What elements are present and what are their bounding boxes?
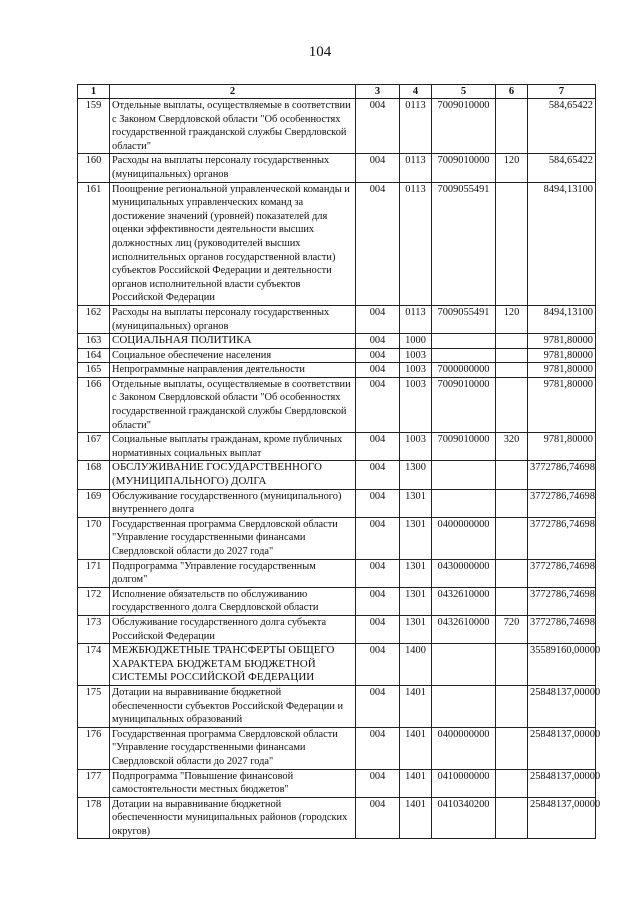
- row-target-code: 0400000000: [432, 727, 496, 769]
- row-expense-type: 120: [496, 305, 528, 333]
- row-expense-type: [496, 377, 528, 432]
- table-row: [78, 559, 596, 587]
- row-number: 175: [78, 685, 110, 727]
- row-number: 160: [78, 154, 110, 182]
- row-amount: 25848137,00000: [528, 727, 596, 769]
- row-target-code: [432, 489, 496, 517]
- row-amount: 25848137,00000: [528, 685, 596, 727]
- row-target-code: 7009010000: [432, 99, 496, 154]
- row-target-code: 7009010000: [432, 433, 496, 461]
- row-amount: 35589160,00000: [528, 644, 596, 686]
- row-ministry-code: 004: [356, 615, 400, 643]
- row-section-code: 1401: [400, 769, 432, 797]
- row-ministry-code: 004: [356, 727, 400, 769]
- row-name: Социальное обеспечение населения: [110, 348, 356, 363]
- row-section-code: 1401: [400, 727, 432, 769]
- row-name: Обслуживание государственного долга субъекта Российской Федерации: [110, 615, 356, 643]
- row-amount: 3772786,74698: [528, 615, 596, 643]
- row-expense-type: [496, 587, 528, 615]
- row-name: МЕЖБЮДЖЕТНЫЕ ТРАНСФЕРТЫ ОБЩЕГО ХАРАКТЕРА БЮДЖЕТАМ БЮДЖЕТНОЙ СИСТЕМЫ РОССИЙСКОЙ ФЕДЕРАЦИИ: [110, 644, 356, 686]
- header-cell: 5: [432, 85, 496, 99]
- row-ministry-code: 004: [356, 433, 400, 461]
- row-name: Отдельные выплаты, осуществляемые в соответствии с Законом Свердловской области "Об особенностях государственной гражданской службы Свердловской области": [110, 377, 356, 432]
- table-row: [78, 727, 596, 769]
- row-ministry-code: 004: [356, 769, 400, 797]
- row-ministry-code: 004: [356, 797, 400, 839]
- row-expense-type: [496, 517, 528, 559]
- row-expense-type: [496, 644, 528, 686]
- row-section-code: 1301: [400, 559, 432, 587]
- row-expense-type: 120: [496, 154, 528, 182]
- row-expense-type: [496, 334, 528, 349]
- header-cell: 7: [528, 85, 596, 99]
- row-number: 172: [78, 587, 110, 615]
- table-row: [78, 182, 596, 305]
- row-section-code: 0113: [400, 154, 432, 182]
- header-cell: 6: [496, 85, 528, 99]
- header-row: [78, 85, 596, 99]
- row-target-code: 7009055491: [432, 305, 496, 333]
- table-row: [78, 363, 596, 378]
- table-row: [78, 644, 596, 686]
- header-cell: 4: [400, 85, 432, 99]
- row-expense-type: [496, 348, 528, 363]
- table-row: [78, 797, 596, 839]
- table-row: [78, 769, 596, 797]
- table-row: [78, 377, 596, 432]
- row-target-code: 0410340200: [432, 797, 496, 839]
- row-section-code: 1003: [400, 348, 432, 363]
- row-ministry-code: 004: [356, 644, 400, 686]
- row-section-code: 1301: [400, 489, 432, 517]
- row-number: 167: [78, 433, 110, 461]
- row-expense-type: [496, 559, 528, 587]
- row-section-code: 1003: [400, 433, 432, 461]
- row-target-code: [432, 685, 496, 727]
- row-expense-type: [496, 797, 528, 839]
- row-number: 168: [78, 461, 110, 489]
- row-target-code: [432, 461, 496, 489]
- table-row: [78, 348, 596, 363]
- row-expense-type: 720: [496, 615, 528, 643]
- row-section-code: 1003: [400, 363, 432, 378]
- row-amount: 3772786,74698: [528, 559, 596, 587]
- row-ministry-code: 004: [356, 559, 400, 587]
- row-number: 178: [78, 797, 110, 839]
- budget-table: [77, 84, 601, 839]
- row-number: 171: [78, 559, 110, 587]
- row-number: 165: [78, 363, 110, 378]
- row-ministry-code: 004: [356, 182, 400, 305]
- table-row: [78, 587, 596, 615]
- row-ministry-code: 004: [356, 363, 400, 378]
- row-ministry-code: 004: [356, 348, 400, 363]
- row-name: Отдельные выплаты, осуществляемые в соответствии с Законом Свердловской области "Об особенностях государственной гражданской службы Свердловской области": [110, 99, 356, 154]
- row-section-code: 1401: [400, 797, 432, 839]
- row-amount: 9781,80000: [528, 348, 596, 363]
- row-name: Непрограммные направления деятельности: [110, 363, 356, 378]
- row-section-code: 0113: [400, 99, 432, 154]
- row-amount: 9781,80000: [528, 433, 596, 461]
- row-section-code: 1401: [400, 685, 432, 727]
- row-amount: 3772786,74698: [528, 517, 596, 559]
- row-number: 176: [78, 727, 110, 769]
- row-expense-type: [496, 727, 528, 769]
- table-row: [78, 334, 596, 349]
- row-amount: 9781,80000: [528, 363, 596, 378]
- row-amount: 3772786,74698: [528, 489, 596, 517]
- row-number: 174: [78, 644, 110, 686]
- row-name: Дотации на выравнивание бюджетной обеспеченности субъектов Российской Федерации и муниципальных образований: [110, 685, 356, 727]
- page-number: 104: [308, 44, 332, 60]
- row-section-code: 1400: [400, 644, 432, 686]
- row-amount: 584,65422: [528, 154, 596, 182]
- row-ministry-code: 004: [356, 377, 400, 432]
- row-amount: 8494,13100: [528, 305, 596, 333]
- row-target-code: 0432610000: [432, 587, 496, 615]
- row-amount: 3772786,74698: [528, 461, 596, 489]
- row-amount: 584,65422: [528, 99, 596, 154]
- row-section-code: 1000: [400, 334, 432, 349]
- row-expense-type: 320: [496, 433, 528, 461]
- row-name: Государственная программа Свердловской области "Управление государственными финансами Свердловской области до 2027 года": [110, 727, 356, 769]
- row-amount: 8494,13100: [528, 182, 596, 305]
- table-row: [78, 685, 596, 727]
- row-name: Подпрограмма "Повышение финансовой самостоятельности местных бюджетов": [110, 769, 356, 797]
- row-number: 166: [78, 377, 110, 432]
- row-number: 177: [78, 769, 110, 797]
- row-name: Исполнение обязательств по обслуживанию государственного долга Свердловской области: [110, 587, 356, 615]
- row-target-code: 7000000000: [432, 363, 496, 378]
- row-name: Расходы на выплаты персоналу государственных (муниципальных) органов: [110, 305, 356, 333]
- row-number: 163: [78, 334, 110, 349]
- row-target-code: 0430000000: [432, 559, 496, 587]
- row-number: 164: [78, 348, 110, 363]
- row-target-code: [432, 644, 496, 686]
- row-section-code: 1300: [400, 461, 432, 489]
- row-expense-type: [496, 769, 528, 797]
- row-number: 159: [78, 99, 110, 154]
- row-target-code: 0432610000: [432, 615, 496, 643]
- row-number: 162: [78, 305, 110, 333]
- row-amount: 9781,80000: [528, 377, 596, 432]
- header-cell: 2: [110, 85, 356, 99]
- row-name: Социальные выплаты гражданам, кроме публичных нормативных социальных выплат: [110, 433, 356, 461]
- row-expense-type: [496, 99, 528, 154]
- row-expense-type: [496, 461, 528, 489]
- row-name: Государственная программа Свердловской области "Управление государственными финансами Свердловской области до 2027 года": [110, 517, 356, 559]
- row-expense-type: [496, 363, 528, 378]
- row-target-code: 0410000000: [432, 769, 496, 797]
- row-name: ОБСЛУЖИВАНИЕ ГОСУДАРСТВЕННОГО (МУНИЦИПАЛЬНОГО) ДОЛГА: [110, 461, 356, 489]
- table-row: [78, 489, 596, 517]
- row-ministry-code: 004: [356, 99, 400, 154]
- row-expense-type: [496, 489, 528, 517]
- row-ministry-code: 004: [356, 461, 400, 489]
- row-amount: 25848137,00000: [528, 769, 596, 797]
- row-amount: 25848137,00000: [528, 797, 596, 839]
- row-name: Подпрограмма "Управление государственным долгом": [110, 559, 356, 587]
- row-expense-type: [496, 182, 528, 305]
- row-ministry-code: 004: [356, 517, 400, 559]
- row-number: 169: [78, 489, 110, 517]
- row-name: Расходы на выплаты персоналу государственных (муниципальных) органов: [110, 154, 356, 182]
- row-amount: 9781,80000: [528, 334, 596, 349]
- header-cell: 1: [78, 85, 110, 99]
- row-name: СОЦИАЛЬНАЯ ПОЛИТИКА: [110, 334, 356, 349]
- header-cell: 3: [356, 85, 400, 99]
- row-target-code: [432, 348, 496, 363]
- row-section-code: 1301: [400, 615, 432, 643]
- table-row: [78, 99, 596, 154]
- table-row: [78, 305, 596, 333]
- table-row: [78, 615, 596, 643]
- table-row: [78, 154, 596, 182]
- row-ministry-code: 004: [356, 154, 400, 182]
- table-row: [78, 433, 596, 461]
- row-name: Поощрение региональной управленческой команды и муниципальных управленческих команд за достижение значений (уровней) показателей для оценки эффективности деятельности высших должностных лиц (руководителей высших исполнительных органов государственной власти) субъектов Российской Федерации и деятельности органов исполнительной власти субъектов Российской Федерации: [110, 182, 356, 305]
- row-target-code: [432, 334, 496, 349]
- row-expense-type: [496, 685, 528, 727]
- row-target-code: 0400000000: [432, 517, 496, 559]
- row-amount: 3772786,74698: [528, 587, 596, 615]
- row-target-code: 7009010000: [432, 377, 496, 432]
- row-section-code: 1003: [400, 377, 432, 432]
- row-ministry-code: 004: [356, 489, 400, 517]
- row-target-code: 7009055491: [432, 182, 496, 305]
- row-target-code: 7009010000: [432, 154, 496, 182]
- row-ministry-code: 004: [356, 587, 400, 615]
- row-section-code: 1301: [400, 587, 432, 615]
- table-row: [78, 517, 596, 559]
- row-number: 173: [78, 615, 110, 643]
- row-number: 170: [78, 517, 110, 559]
- row-number: 161: [78, 182, 110, 305]
- row-section-code: 1301: [400, 517, 432, 559]
- table-row: [78, 461, 596, 489]
- row-name: Дотации на выравнивание бюджетной обеспеченности муниципальных районов (городских округов): [110, 797, 356, 839]
- row-section-code: 0113: [400, 305, 432, 333]
- row-ministry-code: 004: [356, 685, 400, 727]
- row-name: Обслуживание государственного (муниципального) внутреннего долга: [110, 489, 356, 517]
- row-section-code: 0113: [400, 182, 432, 305]
- row-ministry-code: 004: [356, 305, 400, 333]
- row-ministry-code: 004: [356, 334, 400, 349]
